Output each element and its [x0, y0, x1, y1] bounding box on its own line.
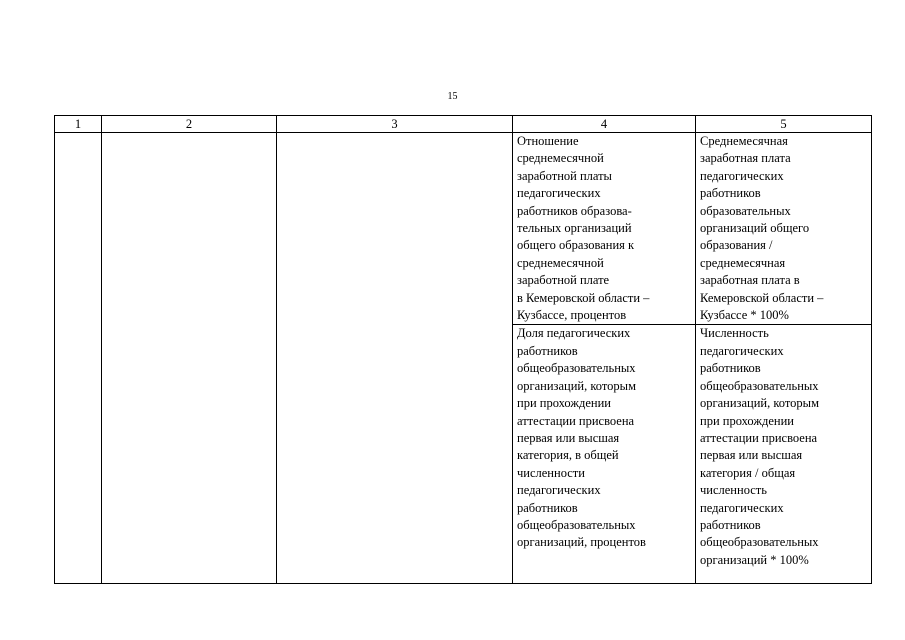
page-number: 15	[447, 91, 458, 102]
formula-cell: Среднемесячная заработная плата педагогических работников образовательных организаций общего образования / среднемесячная заработная плата в Кемеровской области – Кузбассе * 100%	[696, 133, 872, 325]
table-row	[55, 133, 872, 325]
column-number-5: 5	[696, 116, 872, 133]
indicator-cell: Отношение среднемесячной заработной платы педагогических работников образова- тельных организаций общего образования к среднемесячной заработной плате в Кемеровской области – Кузбассе, процентов	[513, 133, 696, 325]
formula-cell: Численность педагогических работников общеобразовательных организаций, которым при прохождении аттестации присвоена первая или высшая категория / общая численность педагогических работников общеобразовательных организаций * 100%	[696, 325, 872, 584]
cell-col-3	[277, 133, 513, 584]
indicator-cell: Доля педагогических работников общеобразовательных организаций, которым при прохождении аттестации присвоена первая или высшая категория, в общей численности педагогических работников общеобразовательных организаций, процентов	[513, 325, 696, 584]
column-number-1: 1	[55, 116, 102, 133]
indicators-table	[54, 115, 872, 584]
cell-col-2	[102, 133, 277, 584]
column-number-4: 4	[513, 116, 696, 133]
cell-col-1	[55, 133, 102, 584]
column-number-3: 3	[277, 116, 513, 133]
column-number-2: 2	[102, 116, 277, 133]
column-number-row	[55, 116, 872, 133]
